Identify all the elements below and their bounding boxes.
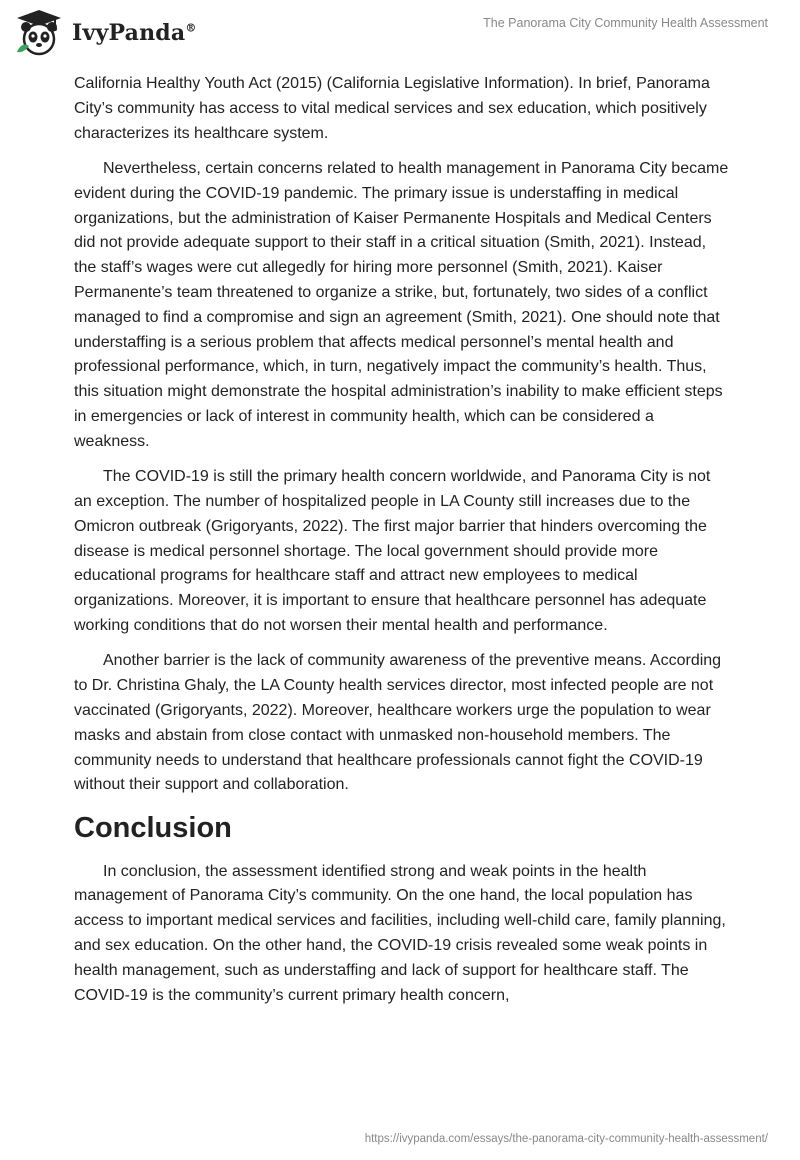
- paragraph-3: The COVID-19 is still the primary health concern worldwide, and Panorama City is not an exception. The number of hospitalized people in LA County still increases due to the Omicron outbreak (Grigoryants, 2022). The first major barrier that hinders overcoming the disease is medical personnel shortage. The local government should provide more educational programs for healthcare staff and attract new employees to medical organizations. Moreover, it is important to ensure that healthcare personnel has adequate working conditions that do not worsen their mental health and performance.: [74, 468, 711, 634]
- panda-graduate-icon: [14, 8, 64, 58]
- section-heading-conclusion: Conclusion: [74, 811, 232, 844]
- essay-body: [74, 72, 730, 1019]
- page-header: [0, 0, 800, 70]
- brand-name-text: IvyPanda: [72, 20, 186, 46]
- brand-name: [72, 20, 197, 46]
- paragraph-5: In conclusion, the assessment identified strong and weak points in the health management of Panorama City’s community. On the one hand, the local population has access to important medical services and facilities, including well-child care, family planning, and sex education. On the other hand, the COVID-19 crisis revealed some weak points in health management, such as understaffing and lack of support for healthcare staff. The COVID-19 is the community’s current primary health concern,: [74, 862, 726, 1004]
- paragraph-1: California Healthy Youth Act (2015) (California Legislative Information). In brief, Panorama City’s community has access to vital medical services and sex education, which positively characterizes its healthcare system.: [74, 75, 710, 142]
- registered-mark: ®: [185, 21, 197, 35]
- source-url[interactable]: https://ivypanda.com/essays/the-panorama-city-community-health-assessment/: [364, 1133, 768, 1145]
- paragraph-2: Nevertheless, certain concerns related to health management in Panorama City became evident during the COVID-19 pandemic. The primary issue is understaffing in medical organizations, but the administration of Kaiser Permanente Hospitals and Medical Centers did not provide adequate support to their staff in a critical situation (Smith, 2021). Instead, the staff’s wages were cut allegedly for hiring more personnel (Smith, 2021). Kaiser Permanente’s team threatened to organize a strike, but, fortunately, two sides of a conflict managed to find a compromise and sign an agreement (Smith, 2021). One should note that understaffing is a serious problem that affects medical personnel’s mental health and professional performance, which, in turn, negatively impact the community’s health. Thus, this situation might demonstrate the hospital administration’s inability to make efficient steps in emergencies or lack of interest in community health, which can be considered a weakness.: [74, 159, 729, 450]
- document-title: The Panorama City Community Health Assessment: [483, 16, 768, 30]
- brand-logo[interactable]: [14, 8, 197, 58]
- paragraph-4: Another barrier is the lack of community awareness of the preventive means. According to Dr. Christina Ghaly, the LA County health services director, most infected people are not vaccinated (Grigoryants, 2022). Moreover, healthcare workers urge the population to wear masks and abstain from close contact with unmasked non-household members. The community needs to understand that healthcare professionals cannot fight the COVID-19 without their support and collaboration.: [74, 652, 722, 794]
